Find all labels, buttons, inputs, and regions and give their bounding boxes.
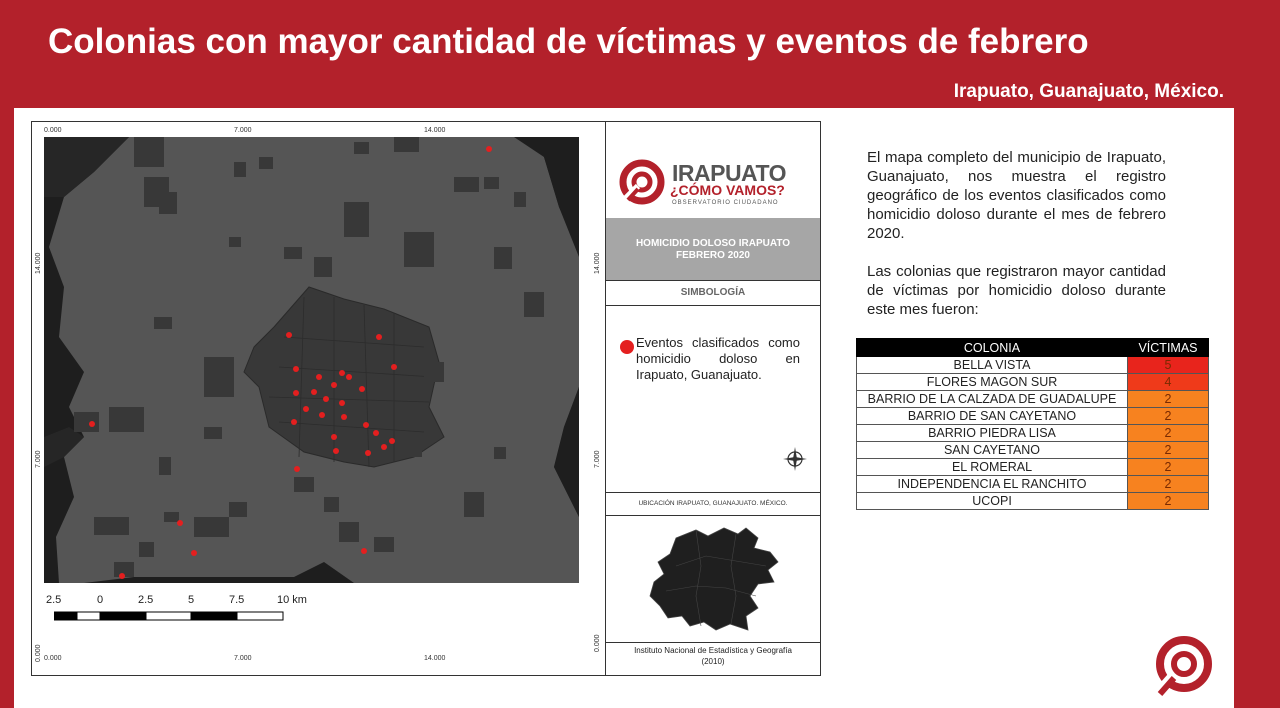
table-row <box>857 476 1209 493</box>
event-point <box>361 548 367 554</box>
table-row <box>857 391 1209 408</box>
map-title-line1: HOMICIDIO DOLOSO IRAPUATO <box>635 238 791 249</box>
event-point <box>191 550 197 556</box>
event-point <box>339 400 345 406</box>
event-point <box>486 146 492 152</box>
coord-bottom-2: 14.000 <box>424 655 446 662</box>
logo-tagline: OBSERVATORIO CIUDADANO <box>672 200 779 206</box>
description <box>867 148 1166 338</box>
table-row <box>857 493 1209 510</box>
map-layout <box>31 121 821 676</box>
event-point <box>293 390 299 396</box>
legend <box>606 306 820 493</box>
event-point <box>331 382 337 388</box>
victimas-cell: 2 <box>1128 493 1209 510</box>
scale-label: 5 <box>188 594 195 606</box>
location-label: UBICACIÓN IRAPUATO, GUANAJUATO. MÉXICO. <box>606 493 820 516</box>
table-row <box>857 459 1209 476</box>
table-row <box>857 357 1209 374</box>
description-paragraph-2: Las colonias que registraron mayor cantidad de víctimas por homicidio doloso durante este mes fueron: <box>867 263 1166 318</box>
scale-label: 7.5 <box>229 594 245 606</box>
column-header-victimas: VÍCTIMAS <box>1128 339 1209 357</box>
table-row <box>857 442 1209 459</box>
logo-subtitle: ¿CÓMO VAMOS? <box>670 182 785 198</box>
colonia-cell: FLORES MAGON SUR <box>857 374 1128 391</box>
coord-bottom-1: 7.000 <box>234 655 252 662</box>
event-point <box>365 450 371 456</box>
description-paragraph-1: El mapa completo del municipio de Irapuato, Guanajuato, nos muestra el registro geográfico de los eventos clasificados como homicidio doloso durante el mes de febrero 2020. <box>867 149 1166 242</box>
table-header-row <box>857 339 1209 357</box>
event-point <box>89 421 95 427</box>
event-point <box>319 412 325 418</box>
event-point <box>376 334 382 340</box>
logo-title: IRAPUATO <box>672 160 786 186</box>
victimas-cell: 2 <box>1128 425 1209 442</box>
table-row <box>857 374 1209 391</box>
event-point <box>333 448 339 454</box>
victimas-cell: 2 <box>1128 391 1209 408</box>
event-point <box>291 419 297 425</box>
colonia-cell: BARRIO DE SAN CAYETANO <box>857 408 1128 425</box>
page-title: Colonias con mayor cantidad de víctimas y eventos de febrero <box>48 22 1089 61</box>
scale-label: 10 km <box>277 594 307 606</box>
event-point <box>119 573 125 579</box>
state-locator-map <box>646 526 786 632</box>
event-point <box>286 332 292 338</box>
source-line2: (2010) <box>701 657 725 666</box>
event-point <box>339 370 345 376</box>
colonia-cell: EL ROMERAL <box>857 459 1128 476</box>
scale-bar <box>54 611 284 621</box>
event-point <box>359 386 365 392</box>
legend-label: Eventos clasificados como homicidio doloso en Irapuato, Guanajuato. <box>636 335 800 382</box>
event-point <box>293 366 299 372</box>
colonia-cell: SAN CAYETANO <box>857 442 1128 459</box>
event-point <box>331 434 337 440</box>
colonia-cell: BARRIO PIEDRA LISA <box>857 425 1128 442</box>
victims-table <box>856 338 1209 510</box>
municipality-map <box>44 137 579 583</box>
footer-logo-icon <box>1144 632 1222 698</box>
event-point <box>381 444 387 450</box>
coord-right-1: 7.000 <box>594 450 601 468</box>
table-body <box>857 357 1209 510</box>
frame-top <box>0 0 1280 12</box>
victimas-cell: 2 <box>1128 442 1209 459</box>
coord-top-2: 14.000 <box>424 127 446 134</box>
event-point <box>346 374 352 380</box>
data-source <box>606 642 820 677</box>
coord-top-1: 7.000 <box>234 127 252 134</box>
coord-top-0: 0.000 <box>44 127 62 134</box>
event-point <box>323 396 329 402</box>
colonia-cell: INDEPENDENCIA EL RANCHITO <box>857 476 1128 493</box>
legend-event-dot <box>620 340 634 354</box>
victimas-cell: 5 <box>1128 357 1209 374</box>
victimas-cell: 2 <box>1128 476 1209 493</box>
event-point <box>363 422 369 428</box>
map-title-line2: FEBRERO 2020 <box>676 250 750 261</box>
victimas-cell: 2 <box>1128 459 1209 476</box>
source-line1: Instituto Nacional de Estadística y Geografía <box>634 646 792 655</box>
scale-label: 0 <box>97 594 104 606</box>
coord-right-2: 0.000 <box>594 634 601 652</box>
victimas-cell: 2 <box>1128 408 1209 425</box>
map-side-panel <box>605 122 820 675</box>
event-point <box>373 430 379 436</box>
event-point <box>311 389 317 395</box>
table-row <box>857 408 1209 425</box>
coord-left-0: 14.000 <box>35 252 42 274</box>
observatory-logo-icon <box>618 158 668 208</box>
scale-label: 2.5 <box>46 594 62 606</box>
table-row <box>857 425 1209 442</box>
column-header-colonia: COLONIA <box>857 339 1128 357</box>
map-title-box <box>606 218 820 281</box>
event-point <box>341 414 347 420</box>
symbology-heading: SIMBOLOGÍA <box>606 281 820 306</box>
colonia-cell: BELLA VISTA <box>857 357 1128 374</box>
coord-bottom-0: 0.000 <box>44 655 62 662</box>
event-point <box>389 438 395 444</box>
location-subtitle: Irapuato, Guanajuato, México. <box>953 81 1224 102</box>
scale-label: 2.5 <box>138 594 154 606</box>
event-point <box>316 374 322 380</box>
coord-left-1: 7.000 <box>35 450 42 468</box>
event-point <box>294 466 300 472</box>
victimas-cell: 4 <box>1128 374 1209 391</box>
event-point <box>391 364 397 370</box>
colonia-cell: UCOPI <box>857 493 1128 510</box>
coord-left-2: 0.000 <box>35 644 42 662</box>
event-point <box>303 406 309 412</box>
colonia-cell: BARRIO DE LA CALZADA DE GUADALUPE <box>857 391 1128 408</box>
coord-right-0: 14.000 <box>594 252 601 274</box>
logo-box <box>606 122 820 219</box>
event-point <box>177 520 183 526</box>
compass-icon <box>782 446 808 472</box>
